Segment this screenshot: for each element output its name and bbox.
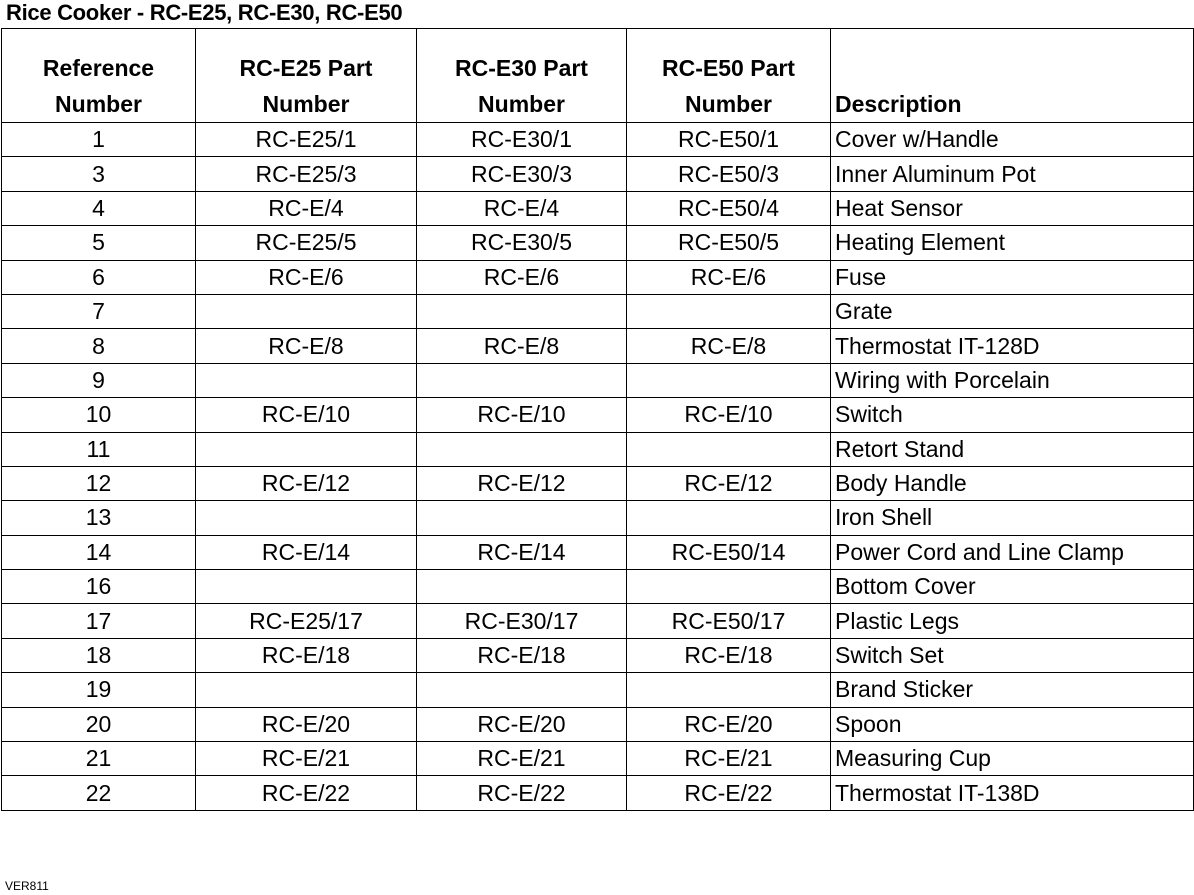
header-e30-line2: Number — [478, 91, 565, 117]
cell-rc-e25-part-number: RC-E/14 — [196, 535, 417, 569]
header-rc-e50-part-number — [627, 29, 831, 123]
cell-description: Plastic Legs — [831, 604, 1194, 638]
cell-reference-number: 8 — [2, 329, 196, 363]
cell-description: Brand Sticker — [831, 673, 1194, 707]
table-row — [2, 329, 1194, 363]
cell-rc-e25-part-number: RC-E25/1 — [196, 123, 417, 157]
cell-rc-e50-part-number — [627, 294, 831, 328]
cell-reference-number: 11 — [2, 432, 196, 466]
cell-description: Retort Stand — [831, 432, 1194, 466]
cell-rc-e30-part-number: RC-E/18 — [417, 638, 627, 672]
table-row — [2, 673, 1194, 707]
cell-description: Body Handle — [831, 466, 1194, 500]
cell-rc-e50-part-number: RC-E/22 — [627, 776, 831, 810]
header-description: Description — [831, 29, 1194, 123]
cell-rc-e30-part-number: RC-E/22 — [417, 776, 627, 810]
header-ref-line2: Number — [55, 91, 142, 117]
cell-rc-e25-part-number — [196, 570, 417, 604]
header-e50-line2: Number — [685, 91, 772, 117]
cell-rc-e50-part-number: RC-E50/3 — [627, 157, 831, 191]
cell-description: Fuse — [831, 260, 1194, 294]
cell-rc-e25-part-number: RC-E/10 — [196, 398, 417, 432]
header-e50-line1: RC-E50 Part — [662, 55, 795, 81]
cell-rc-e25-part-number — [196, 432, 417, 466]
cell-reference-number: 12 — [2, 466, 196, 500]
cell-rc-e30-part-number — [417, 363, 627, 397]
cell-rc-e30-part-number — [417, 501, 627, 535]
cell-reference-number: 22 — [2, 776, 196, 810]
table-row — [2, 501, 1194, 535]
header-e25-line1: RC-E25 Part — [239, 55, 373, 81]
cell-rc-e50-part-number: RC-E50/1 — [627, 123, 831, 157]
cell-reference-number: 4 — [2, 191, 196, 225]
cell-reference-number: 1 — [2, 123, 196, 157]
cell-rc-e50-part-number: RC-E50/14 — [627, 535, 831, 569]
cell-rc-e50-part-number — [627, 501, 831, 535]
cell-rc-e30-part-number: RC-E30/3 — [417, 157, 627, 191]
cell-reference-number: 3 — [2, 157, 196, 191]
cell-rc-e50-part-number — [627, 570, 831, 604]
cell-description: Switch Set — [831, 638, 1194, 672]
cell-rc-e50-part-number: RC-E/21 — [627, 742, 831, 776]
table-row — [2, 570, 1194, 604]
cell-description: Bottom Cover — [831, 570, 1194, 604]
header-row — [2, 29, 1194, 123]
cell-rc-e30-part-number: RC-E/14 — [417, 535, 627, 569]
cell-rc-e50-part-number: RC-E/6 — [627, 260, 831, 294]
cell-rc-e25-part-number: RC-E/18 — [196, 638, 417, 672]
table-row — [2, 157, 1194, 191]
cell-rc-e30-part-number — [417, 570, 627, 604]
cell-rc-e30-part-number: RC-E/10 — [417, 398, 627, 432]
header-e25-line2: Number — [262, 91, 350, 117]
cell-reference-number: 21 — [2, 742, 196, 776]
cell-rc-e25-part-number: RC-E/22 — [196, 776, 417, 810]
cell-description: Heat Sensor — [831, 191, 1194, 225]
cell-description: Heating Element — [831, 226, 1194, 260]
cell-rc-e50-part-number: RC-E/20 — [627, 707, 831, 741]
cell-rc-e50-part-number — [627, 363, 831, 397]
table-row — [2, 191, 1194, 225]
cell-description: Thermostat IT-128D — [831, 329, 1194, 363]
cell-reference-number: 9 — [2, 363, 196, 397]
cell-reference-number: 5 — [2, 226, 196, 260]
cell-rc-e25-part-number: RC-E/4 — [196, 191, 417, 225]
cell-rc-e25-part-number: RC-E/12 — [196, 466, 417, 500]
cell-rc-e25-part-number: RC-E25/5 — [196, 226, 417, 260]
cell-rc-e30-part-number — [417, 673, 627, 707]
table-row — [2, 466, 1194, 500]
table-row — [2, 776, 1194, 810]
cell-rc-e25-part-number: RC-E/21 — [196, 742, 417, 776]
cell-rc-e30-part-number: RC-E/6 — [417, 260, 627, 294]
table-row — [2, 604, 1194, 638]
cell-reference-number: 19 — [2, 673, 196, 707]
cell-rc-e50-part-number — [627, 673, 831, 707]
cell-rc-e50-part-number: RC-E/12 — [627, 466, 831, 500]
cell-rc-e25-part-number: RC-E/8 — [196, 329, 417, 363]
cell-reference-number: 14 — [2, 535, 196, 569]
header-e30-line1: RC-E30 Part — [455, 55, 588, 81]
cell-rc-e50-part-number: RC-E/18 — [627, 638, 831, 672]
cell-rc-e30-part-number: RC-E30/17 — [417, 604, 627, 638]
cell-rc-e50-part-number: RC-E50/5 — [627, 226, 831, 260]
cell-rc-e50-part-number: RC-E/8 — [627, 329, 831, 363]
cell-rc-e30-part-number: RC-E30/1 — [417, 123, 627, 157]
table-row — [2, 535, 1194, 569]
cell-description: Wiring with Porcelain — [831, 363, 1194, 397]
table-row — [2, 742, 1194, 776]
cell-description: Grate — [831, 294, 1194, 328]
cell-reference-number: 16 — [2, 570, 196, 604]
cell-description: Power Cord and Line Clamp — [831, 535, 1194, 569]
cell-rc-e30-part-number: RC-E/12 — [417, 466, 627, 500]
cell-reference-number: 13 — [2, 501, 196, 535]
cell-rc-e30-part-number — [417, 432, 627, 466]
cell-rc-e30-part-number: RC-E/4 — [417, 191, 627, 225]
cell-rc-e50-part-number: RC-E/10 — [627, 398, 831, 432]
table-row — [2, 707, 1194, 741]
cell-description: Measuring Cup — [831, 742, 1194, 776]
cell-description: Inner Aluminum Pot — [831, 157, 1194, 191]
cell-reference-number: 17 — [2, 604, 196, 638]
header-rc-e30-part-number — [417, 29, 627, 123]
cell-rc-e30-part-number: RC-E/20 — [417, 707, 627, 741]
cell-rc-e30-part-number: RC-E/21 — [417, 742, 627, 776]
cell-description: Iron Shell — [831, 501, 1194, 535]
header-ref-line1: Reference — [42, 55, 155, 81]
cell-description: Spoon — [831, 707, 1194, 741]
table-body — [2, 123, 1194, 811]
table-row — [2, 123, 1194, 157]
cell-rc-e25-part-number: RC-E/20 — [196, 707, 417, 741]
header-rc-e25-part-number — [196, 29, 417, 123]
cell-rc-e25-part-number: RC-E/6 — [196, 260, 417, 294]
cell-rc-e25-part-number — [196, 501, 417, 535]
cell-rc-e50-part-number: RC-E50/17 — [627, 604, 831, 638]
header-reference-number — [2, 29, 196, 123]
table-row — [2, 226, 1194, 260]
table-row — [2, 432, 1194, 466]
cell-reference-number: 7 — [2, 294, 196, 328]
cell-reference-number: 18 — [2, 638, 196, 672]
cell-rc-e50-part-number: RC-E50/4 — [627, 191, 831, 225]
table-header — [2, 29, 1194, 123]
cell-rc-e30-part-number — [417, 294, 627, 328]
parts-table — [1, 28, 1194, 811]
cell-rc-e30-part-number: RC-E/8 — [417, 329, 627, 363]
cell-rc-e25-part-number: RC-E25/3 — [196, 157, 417, 191]
cell-reference-number: 10 — [2, 398, 196, 432]
cell-rc-e25-part-number — [196, 673, 417, 707]
cell-description: Thermostat IT-138D — [831, 776, 1194, 810]
table-row — [2, 294, 1194, 328]
table-row — [2, 638, 1194, 672]
cell-rc-e30-part-number: RC-E30/5 — [417, 226, 627, 260]
cell-rc-e25-part-number — [196, 363, 417, 397]
cell-rc-e25-part-number — [196, 294, 417, 328]
cell-reference-number: 6 — [2, 260, 196, 294]
version-label: VER811 — [5, 879, 49, 893]
table-row — [2, 398, 1194, 432]
document-title: Rice Cooker - RC-E25, RC-E30, RC-E50 — [6, 0, 403, 25]
cell-description: Cover w/Handle — [831, 123, 1194, 157]
cell-reference-number: 20 — [2, 707, 196, 741]
cell-rc-e25-part-number: RC-E25/17 — [196, 604, 417, 638]
table-row — [2, 363, 1194, 397]
table-row — [2, 260, 1194, 294]
cell-description: Switch — [831, 398, 1194, 432]
cell-rc-e50-part-number — [627, 432, 831, 466]
